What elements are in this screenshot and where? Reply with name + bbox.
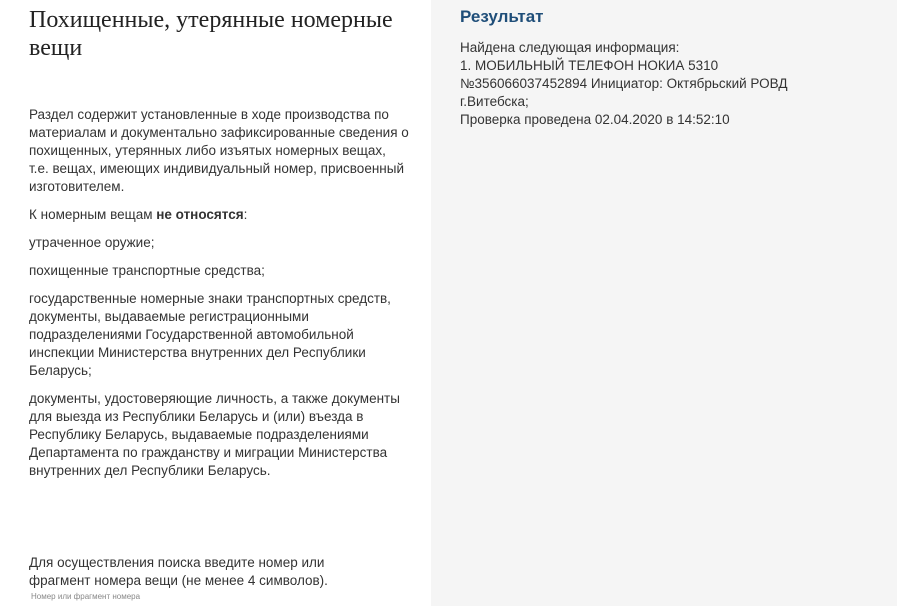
- section-description: [29, 106, 409, 490]
- result-panel: [431, 0, 897, 606]
- result-line: Проверка проведена 02.04.2020 в 14:52:10: [460, 112, 730, 127]
- result-line: №356066037452894 Инициатор: Октябрьский РОВД: [460, 76, 788, 91]
- page-title: Похищенные, утерянные номерные вещи: [29, 7, 393, 61]
- result-body: [460, 39, 860, 129]
- result-line: Найдена следующая информация:: [460, 40, 680, 55]
- list-item: документы, удостоверяющие личность, а также документы для выезда из Республики Беларусь и (или) въезда в Республику Беларусь, выдаваемые подразделениями Департамента по гражданству и миграции Министерства внутренних дел Республики Беларусь.: [29, 391, 400, 478]
- list-item: похищенные транспортные средства;: [29, 263, 265, 278]
- list-item: государственные номерные знаки транспортных средств, документы, выдаваемые регистрационными подразделениями Государственной автомобильной инспекции Министерства внутренних дел Республики Беларусь;: [29, 291, 391, 378]
- info-panel: [0, 0, 431, 606]
- not-related-paragraph: [29, 206, 409, 224]
- search-hint: Для осуществления поиска введите номер или фрагмент номера вещи (не менее 4 символов).: [29, 555, 328, 588]
- result-line: г.Витебска;: [460, 94, 529, 109]
- result-title: Результат: [460, 7, 544, 26]
- intro-paragraph: Раздел содержит установленные в ходе производства по материалам и документально зафиксированные сведения о похищенных, утерянных либо изъятых номерных вещах, т.е. вещах, имеющих индивидуальный номер, присвоенный изготовителем.: [29, 107, 409, 194]
- not-related-suffix: :: [243, 207, 248, 222]
- not-related-prefix: К номерным вещам: [29, 207, 157, 222]
- result-line: 1. МОБИЛЬНЫЙ ТЕЛЕФОН НОКИА 5310: [460, 58, 719, 73]
- search-input-label: Номер или фрагмент номера: [31, 592, 141, 601]
- list-item: утраченное оружие;: [29, 235, 155, 250]
- not-related-bold: не относятся: [156, 207, 244, 222]
